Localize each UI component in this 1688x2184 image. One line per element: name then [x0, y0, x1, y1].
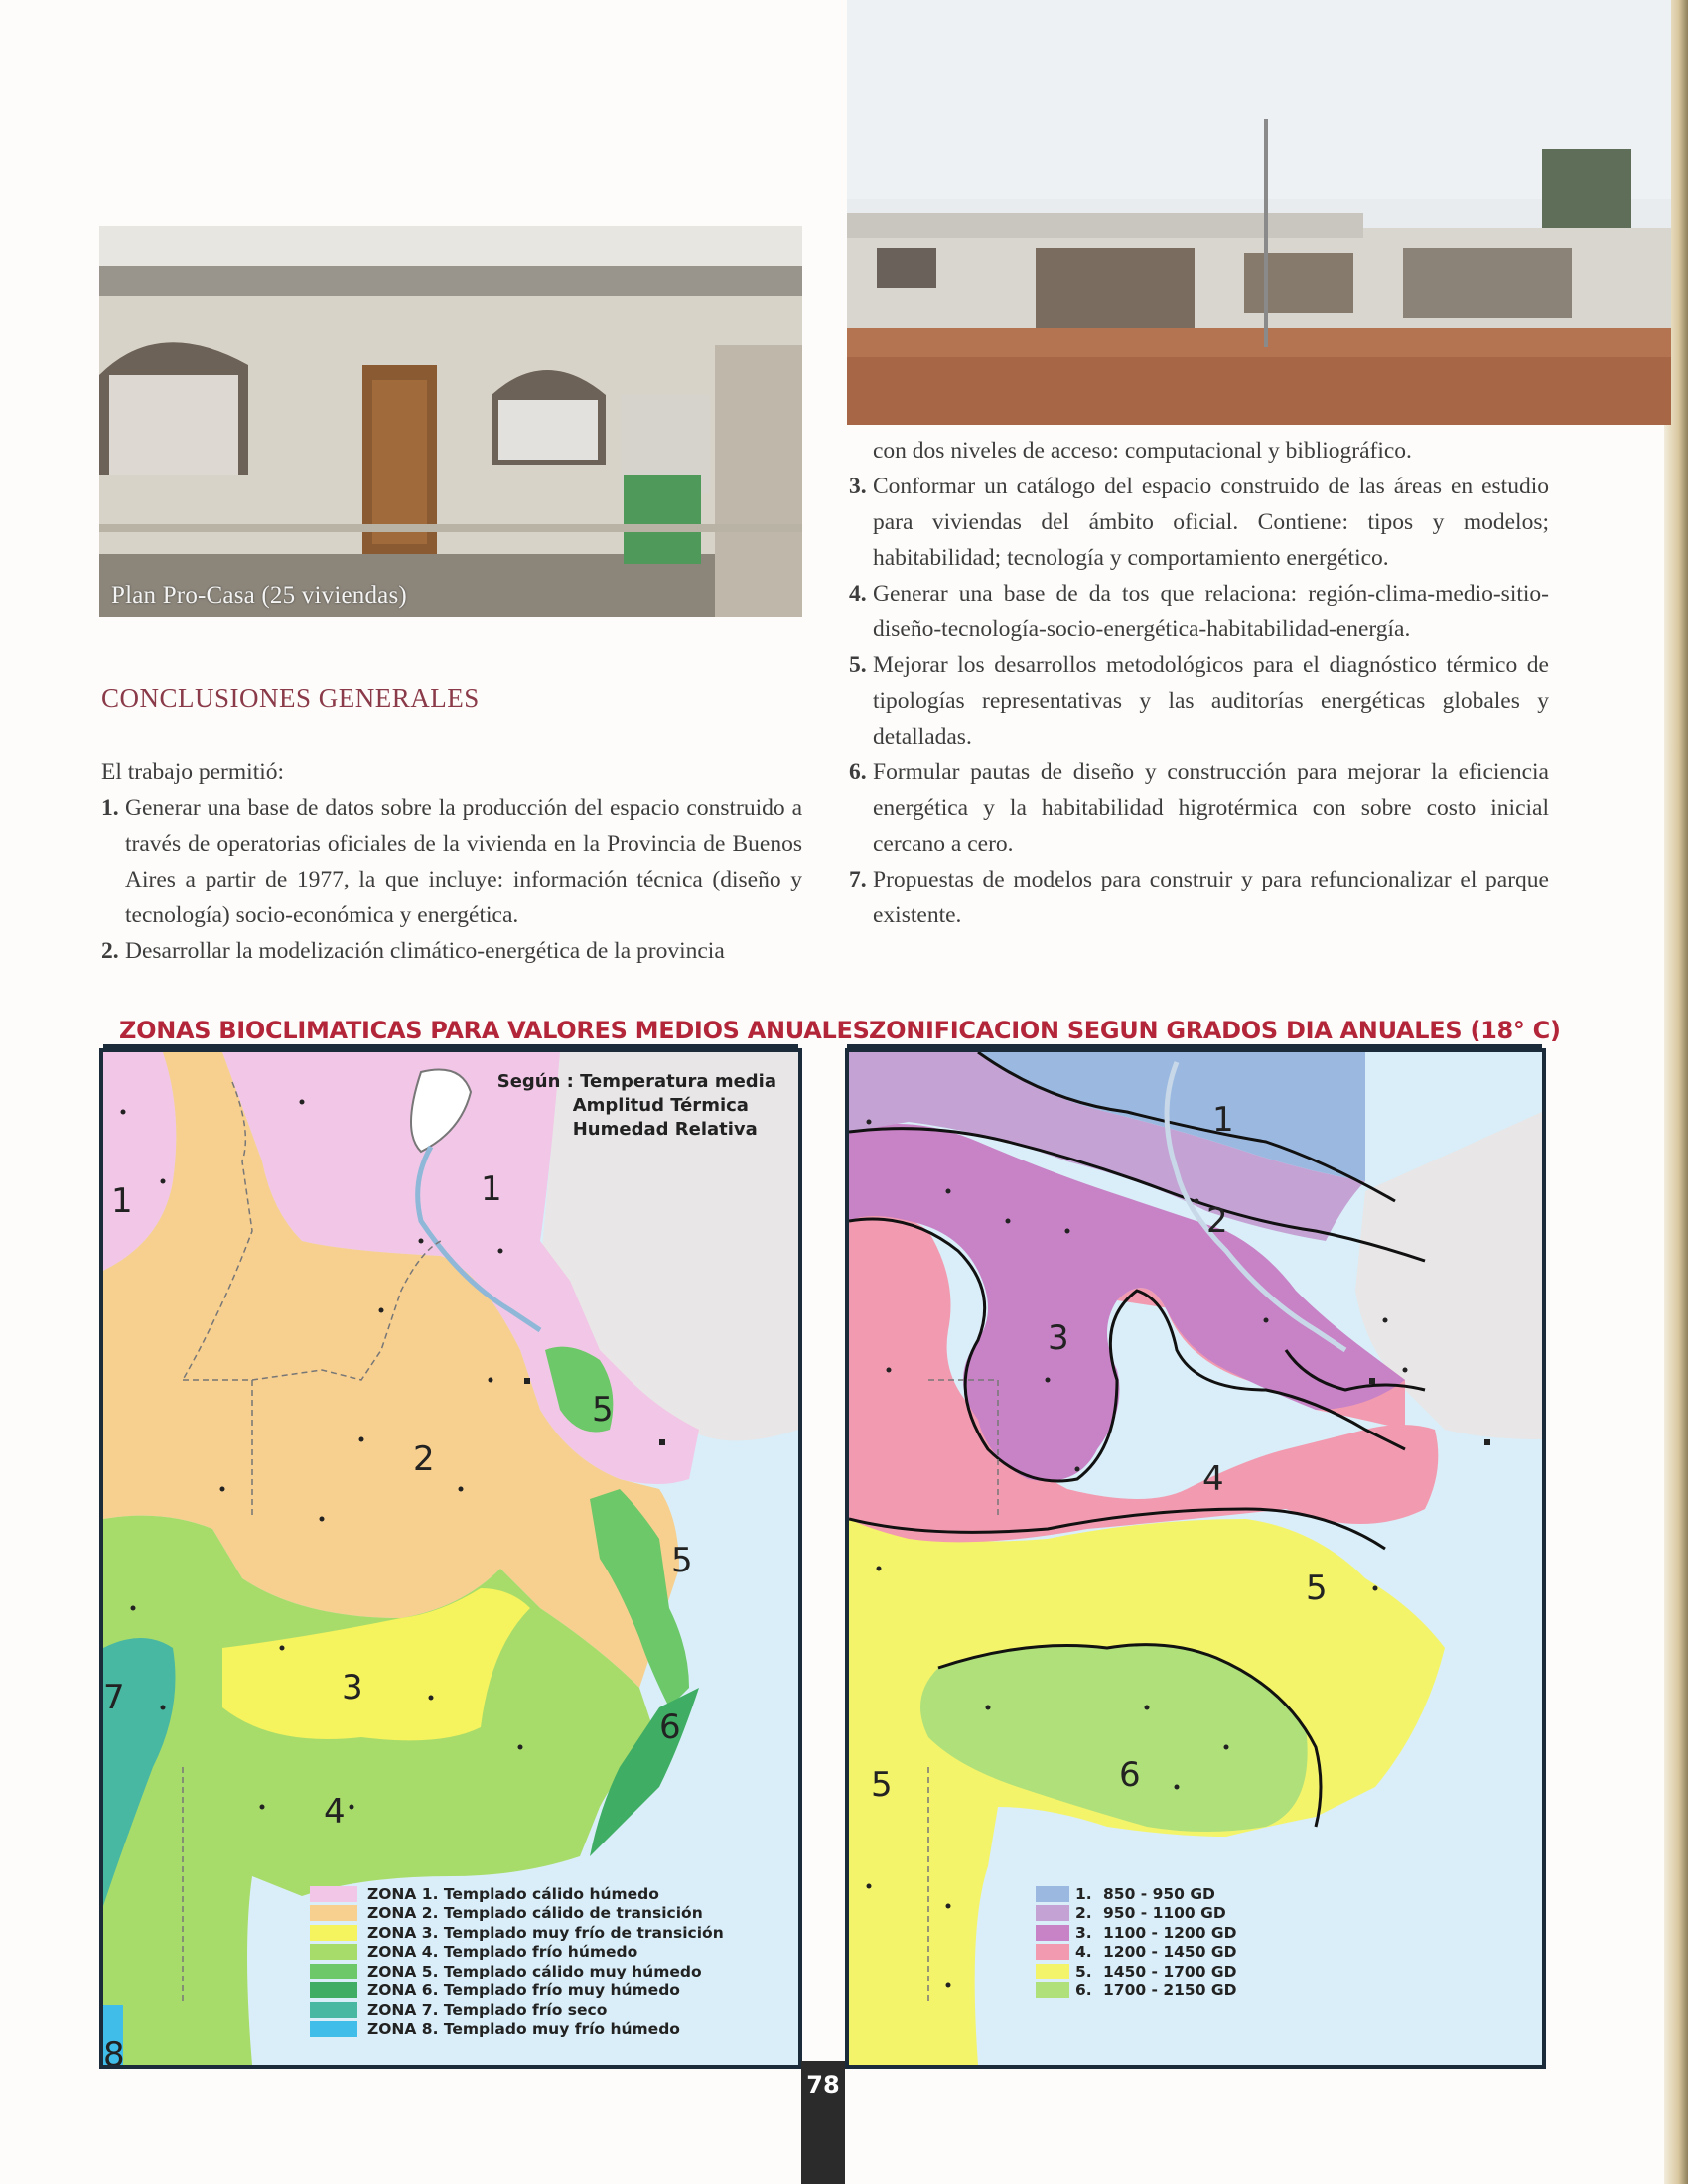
list-item — [849, 862, 1549, 933]
left-text-column — [101, 754, 802, 969]
legend-item — [310, 1943, 724, 1963]
legend-item — [310, 1962, 724, 1981]
legend-number: 1. — [1075, 1884, 1092, 1903]
list-item — [101, 933, 802, 969]
zone-label: 3 — [342, 1668, 363, 1707]
legend-item — [1036, 1962, 1237, 1981]
item-number: 4. — [849, 581, 867, 607]
legend-label: 1200 - 1450 GD — [1103, 1943, 1237, 1962]
item-number: 5. — [849, 652, 867, 678]
legend-swatch — [1036, 1925, 1069, 1941]
legend-item — [1036, 1923, 1237, 1943]
item-text: Conformar un catálogo del espacio construido de las áreas en estudio para viviendas del ámbito oficial. Contiene: tipos y modelos; habitabilidad; tecnología y comportamiento energético. — [873, 474, 1549, 571]
legend-item — [310, 1884, 724, 1904]
legend-item — [310, 2000, 724, 2020]
zone-label: 4 — [324, 1792, 346, 1832]
map2-title: ZONIFICACION SEGUN GRADOS DIA ANUALES (18° C) — [847, 1017, 1542, 1048]
legend-item — [1036, 1884, 1237, 1904]
item-text: Mejorar los desarrollos metodológicos para el diagnóstico térmico de tipologías representativas y las auditorías energéticas globales y detalladas. — [873, 652, 1549, 750]
item-text: Propuestas de modelos para construir y para refuncionalizar el parque existente. — [873, 867, 1549, 928]
zone-label: 5 — [871, 1765, 893, 1805]
legend-swatch — [310, 1982, 357, 1998]
zone-label: 2 — [1206, 1201, 1228, 1241]
item-number: 1. — [101, 795, 119, 821]
legend-label: 1100 - 1200 GD — [1103, 1923, 1237, 1942]
list-item — [849, 469, 1549, 576]
photo-plan-pro-casa — [99, 226, 802, 617]
list-item — [849, 754, 1549, 862]
photo-caption: Plan Pro-Casa (25 viviendas) — [111, 582, 407, 609]
zone-label: 6 — [1119, 1755, 1141, 1795]
legend-swatch — [310, 2002, 357, 2018]
legend-swatch — [310, 1944, 357, 1960]
intro-text: El trabajo permitió: — [101, 759, 285, 785]
map1-source-note — [497, 1070, 776, 1142]
legend-swatch — [310, 2021, 357, 2037]
legend-label: ZONA 2. Templado cálido de transición — [367, 1904, 703, 1923]
legend-number: 5. — [1075, 1962, 1092, 1980]
source-line-2: Amplitud Térmica — [572, 1095, 749, 1116]
legend-item — [310, 1923, 724, 1943]
legend-item — [1036, 1904, 1237, 1924]
legend-number: 3. — [1075, 1923, 1092, 1942]
legend-label: ZONA 5. Templado cálido muy húmedo — [367, 1962, 702, 1980]
item-number: 6. — [849, 759, 867, 785]
zone-label: 5 — [671, 1541, 693, 1580]
item-number: 2. — [101, 938, 119, 964]
legend-swatch — [310, 1925, 357, 1941]
right-text-column — [849, 433, 1549, 933]
legend-item — [1036, 1981, 1237, 2001]
legend-swatch — [310, 1886, 357, 1902]
legend-item — [310, 1904, 724, 1924]
legend-swatch — [310, 1964, 357, 1979]
item-text: Generar una base de datos sobre la producción del espacio construido a través de operatorias oficiales de la vivienda en la Provincia de Buenos Aires a partir de 1977, la que incluye: información técnica (diseño y tecnología) socio-económica y energética. — [125, 795, 802, 928]
legend-number: 4. — [1075, 1943, 1092, 1962]
zone-label: 1 — [481, 1169, 502, 1209]
page-number: 78 — [801, 2061, 845, 2184]
legend-label: ZONA 4. Templado frío húmedo — [367, 1943, 638, 1962]
list-item — [101, 790, 802, 933]
legend-label: ZONA 6. Templado frío muy húmedo — [367, 1981, 680, 2000]
legend-swatch — [1036, 1944, 1069, 1960]
zone-label: 8 — [103, 2035, 125, 2069]
zone-label: 5 — [1306, 1569, 1328, 1608]
legend-swatch — [1036, 1905, 1069, 1921]
legend-swatch — [1036, 1982, 1069, 1998]
legend-label: 1700 - 2150 GD — [1103, 1981, 1237, 2000]
photo-housing-street — [847, 0, 1671, 425]
legend-label: ZONA 1. Templado cálido húmedo — [367, 1884, 659, 1903]
source-line-3: Humedad Relativa — [572, 1119, 758, 1140]
legend-swatch — [1036, 1964, 1069, 1979]
legend-label: 950 - 1100 GD — [1103, 1904, 1226, 1923]
zone-label: 6 — [659, 1707, 681, 1747]
section-title: CONCLUSIONES GENERALES — [101, 683, 480, 713]
degree-days-map — [845, 1048, 1546, 2069]
legend-swatch — [310, 1905, 357, 1921]
item-text: Formular pautas de diseño y construcción para mejorar la eficiencia energética y la habitabilidad higrotérmica con sobre costo inicial cercano a cero. — [873, 759, 1549, 857]
legend-label: ZONA 3. Templado muy frío de transición — [367, 1923, 724, 1942]
legend-item — [1036, 1943, 1237, 1963]
item-text: Generar una base de da tos que relaciona: región-clima-medio-sitio-diseño-tecnología-socio-energética-habitabilidad-energía. — [873, 581, 1549, 642]
legend-item — [310, 1981, 724, 2001]
list-item — [849, 576, 1549, 647]
zone-label: 1 — [1212, 1100, 1234, 1140]
source-line-1: Según : Temperatura media — [496, 1071, 776, 1092]
legend-number: 6. — [1075, 1981, 1092, 2000]
zone-label: 2 — [413, 1439, 435, 1479]
legend-item — [310, 2020, 724, 2040]
zone-label: 5 — [592, 1390, 614, 1430]
bioclimatic-zones-map — [99, 1048, 802, 2069]
zone-label: 3 — [1048, 1318, 1069, 1358]
zone-label: 7 — [103, 1678, 125, 1717]
zone-label: 4 — [1202, 1459, 1224, 1499]
legend-label: ZONA 7. Templado frío seco — [367, 2000, 608, 2019]
item-number: 3. — [849, 474, 867, 499]
map1-title: ZONAS BIOCLIMATICAS PARA VALORES MEDIOS ANUALES — [103, 1017, 798, 1048]
legend-number: 2. — [1075, 1904, 1092, 1923]
legend-swatch — [1036, 1886, 1069, 1902]
zone-label: 1 — [111, 1181, 133, 1221]
legend-label: 1450 - 1700 GD — [1103, 1962, 1237, 1980]
legend-label: 850 - 950 GD — [1103, 1884, 1215, 1903]
item-text: Desarrollar la modelización climático-energética de la provincia — [125, 938, 725, 964]
item-number: 7. — [849, 867, 867, 892]
item-continuation: con dos niveles de acceso: computacional y bibliográfico. — [873, 438, 1412, 464]
legend-label: ZONA 8. Templado muy frío húmedo — [367, 2020, 680, 2039]
list-item — [849, 647, 1549, 754]
map1-legend — [310, 1884, 724, 2039]
map2-legend — [1036, 1884, 1237, 2000]
